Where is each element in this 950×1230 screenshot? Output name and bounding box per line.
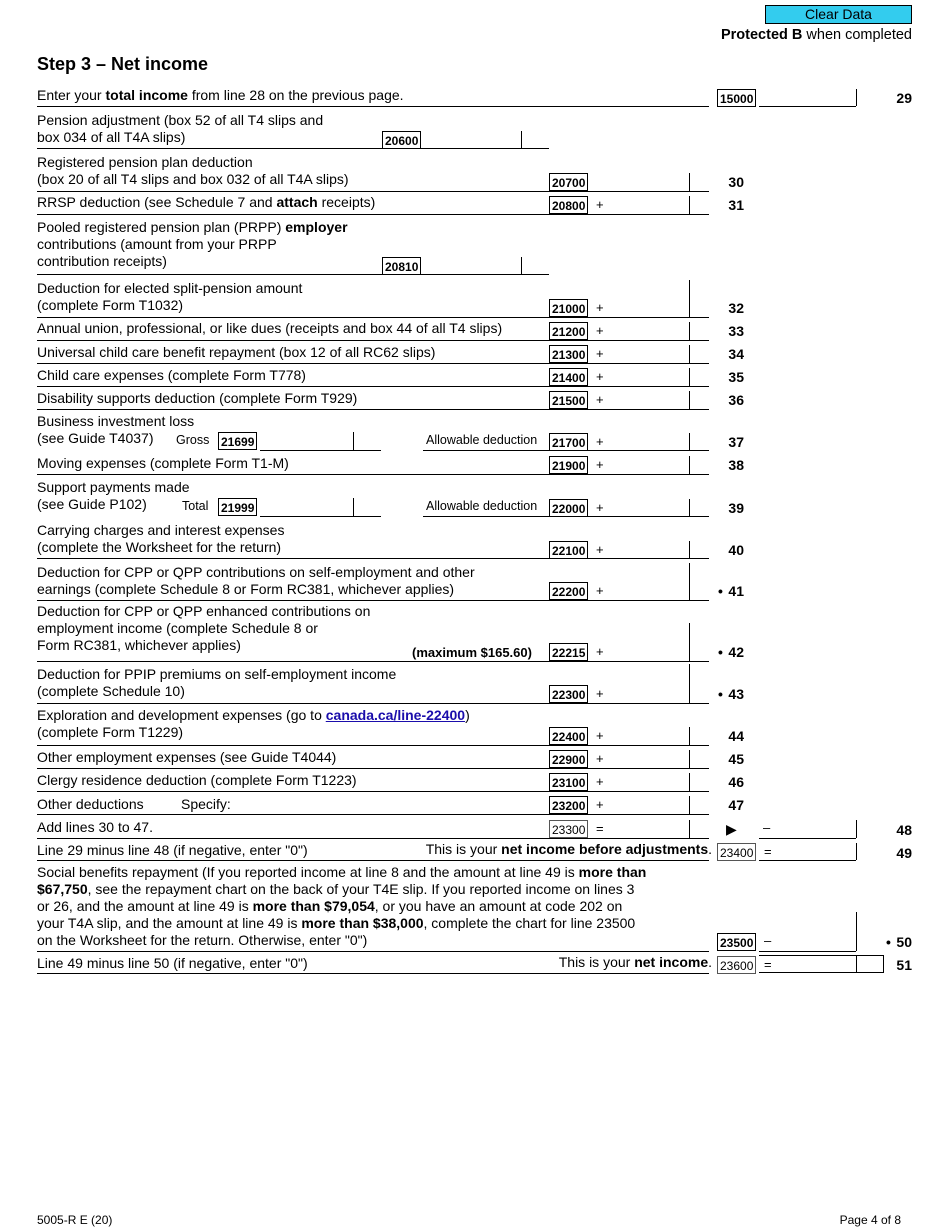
protected-b-label: Protected B	[720, 27, 803, 43]
line38-label: Moving expenses (complete Form T1-M)	[37, 455, 289, 471]
line33-number: 33	[728, 323, 744, 339]
pension-adjustment-field[interactable]	[521, 131, 522, 148]
rule	[37, 191, 709, 192]
arrow-right-icon: ▶	[726, 821, 737, 837]
line29-field[interactable]	[856, 89, 857, 106]
line30-code: 20700	[549, 173, 588, 191]
rule	[37, 148, 549, 149]
line41-number: 41	[728, 583, 744, 599]
line31-label	[37, 194, 375, 211]
line51-mid-pre: This is your	[558, 954, 635, 970]
line33-label: Annual union, professional, or like dues (receipts and box 44 of all T4 slips)	[37, 320, 503, 336]
line35-code: 21400	[549, 368, 588, 386]
line38-number: 38	[728, 457, 744, 473]
line40-field[interactable]	[689, 541, 690, 558]
line40-label-2: (complete the Worksheet for the return)	[37, 539, 282, 555]
rule	[37, 409, 709, 410]
line38-code: 21900	[549, 456, 588, 474]
line39-allowable-label: Allowable deduction	[426, 499, 538, 513]
line50-text-1	[37, 864, 646, 881]
line39-operator: +	[596, 500, 604, 515]
line30-label-1: Registered pension plan deduction	[37, 154, 253, 170]
line43-field[interactable]	[689, 664, 690, 703]
line35-number: 35	[728, 369, 744, 385]
line43-operator: +	[596, 686, 604, 701]
line51-number: 51	[896, 957, 912, 973]
line41-label-2: earnings (complete Schedule 8 or Form RC381, whichever applies)	[37, 581, 455, 597]
line50-field-underline	[759, 951, 856, 952]
rule	[37, 661, 709, 662]
line34-operator: +	[596, 346, 604, 361]
line49-field-underline	[759, 860, 856, 861]
rule	[37, 474, 709, 475]
line42-code: 22215	[549, 643, 588, 661]
line51-field[interactable]	[759, 955, 884, 973]
clear-data-button[interactable]: Clear Data	[765, 5, 912, 24]
line39-total-label: Total	[182, 499, 209, 513]
line39-label-2: (see Guide P102)	[37, 496, 147, 512]
line29-pre: Enter your	[37, 87, 106, 103]
line51-label: Line 49 minus line 50 (if negative, enter "0")	[37, 955, 308, 971]
line50-code: 23500	[717, 933, 756, 951]
rule	[37, 600, 709, 601]
line36-number: 36	[728, 392, 744, 408]
prpp-field[interactable]	[521, 257, 522, 274]
line29-field-underline	[759, 106, 856, 107]
line51-mid-post: .	[708, 954, 712, 970]
line49-number: 49	[896, 845, 912, 861]
line49-mid-pre: This is your	[425, 841, 502, 857]
line46-code: 23100	[549, 773, 588, 791]
line48-minus: –	[763, 820, 771, 835]
line37-allowable-label: Allowable deduction	[426, 433, 538, 447]
line46-number: 46	[728, 774, 744, 790]
page-number: Page 4 of 8	[839, 1213, 901, 1227]
line29-number: 29	[896, 90, 912, 106]
line50-p2b: , see the repayment chart on the back of your T4E slip. If you reported income on lines 3	[87, 881, 635, 897]
line30-field[interactable]	[689, 173, 690, 191]
rule	[37, 340, 709, 341]
line31-field[interactable]	[689, 196, 690, 214]
rule	[37, 363, 709, 364]
line50-p3a: or 26, and the amount at line 49 is	[37, 898, 253, 914]
line43-label-1: Deduction for PPIP premiums on self-employment income	[37, 666, 397, 682]
line38-field[interactable]	[689, 456, 690, 474]
line40-label-1: Carrying charges and interest expenses	[37, 522, 285, 538]
line50-number: 50	[896, 934, 912, 950]
line50-p1b: more than	[578, 864, 647, 880]
line44-post: )	[465, 707, 470, 723]
line48-operator: =	[596, 821, 604, 836]
line42-label-1: Deduction for CPP or QPP enhanced contributions on	[37, 603, 371, 619]
line35-operator: +	[596, 369, 604, 384]
line40-code: 22100	[549, 541, 588, 559]
line41-code: 22200	[549, 582, 588, 600]
rule	[37, 214, 709, 215]
line51-mid-bold: net income	[634, 954, 709, 970]
line36-code: 21500	[549, 391, 588, 409]
line48-subtotal	[689, 820, 690, 838]
line29-code: 15000	[717, 89, 756, 107]
line37-operator: +	[596, 434, 604, 449]
line47-label: Other deductions	[37, 796, 144, 812]
rule	[37, 317, 709, 318]
line45-label: Other employment expenses (see Guide T4044)	[37, 749, 337, 765]
line36-operator: +	[596, 392, 604, 407]
rule	[37, 791, 709, 792]
line44-number: 44	[728, 728, 744, 744]
line37-code: 21700	[549, 433, 588, 451]
line41-operator: +	[596, 583, 604, 598]
line32-label-1: Deduction for elected split-pension amount	[37, 280, 303, 296]
line49-mid-bold: net income before adjustments	[501, 841, 709, 857]
canada-ca-line-22400-link[interactable]: canada.ca/line-22400	[325, 707, 466, 723]
rule	[37, 973, 709, 974]
line44-label-2: (complete Form T1229)	[37, 724, 184, 740]
line42-number: 42	[728, 644, 744, 660]
line41-label-1: Deduction for CPP or QPP contributions on self-employment and other	[37, 564, 475, 580]
line42-label-3: Form RC381, whichever applies)	[37, 637, 241, 653]
line50-p3c: , or you have an amount at code 202 on	[374, 898, 623, 914]
line50-p1a: Social benefits repayment (If you reported income at line 8 and the amount at line 49 is	[37, 864, 579, 880]
line39-total-field[interactable]	[353, 498, 354, 516]
line42-operator: +	[596, 644, 604, 659]
line50-p4b: more than $38,000	[301, 915, 424, 931]
rule	[37, 703, 709, 704]
line50-text-5: on the Worksheet for the return. Otherwise, enter "0")	[37, 932, 368, 948]
line31-pre: RRSP deduction (see Schedule 7 and	[37, 194, 277, 210]
prpp-code: 20810	[382, 257, 421, 275]
line32-operator: +	[596, 300, 604, 315]
line50-p2a: $67,750	[37, 881, 88, 897]
line43-code: 22300	[549, 685, 588, 703]
line45-field[interactable]	[689, 750, 690, 768]
rule	[37, 745, 709, 746]
rule	[37, 814, 709, 815]
line50-p3b: more than $79,054	[252, 898, 375, 914]
line42-label-2: employment income (complete Schedule 8 or	[37, 620, 318, 636]
line51-code: 23600	[717, 956, 756, 974]
line36-field[interactable]	[689, 391, 690, 409]
line34-number: 34	[728, 346, 744, 362]
line41-field[interactable]	[689, 563, 690, 600]
line44-label-1	[37, 707, 470, 724]
rule	[37, 386, 709, 387]
line50-operator: –	[764, 933, 772, 948]
line37-gross-label: Gross	[176, 433, 210, 447]
line50-bullet: •	[886, 934, 891, 950]
line31-post: receipts)	[317, 194, 376, 210]
prpp-label-1	[37, 219, 348, 236]
rule	[37, 274, 549, 275]
line49-operator: =	[764, 844, 772, 859]
line39-field[interactable]	[689, 499, 690, 516]
line44-pre: Exploration and development expenses (go to	[37, 707, 326, 723]
line36-label: Disability supports deduction (complete Form T929)	[37, 390, 358, 406]
line50-field[interactable]	[856, 912, 857, 951]
line33-code: 21200	[549, 322, 588, 340]
line46-label: Clergy residence deduction (complete Form T1223)	[37, 772, 357, 788]
line44-code: 22400	[549, 727, 588, 745]
line32-code: 21000	[549, 299, 588, 317]
line50-p4c: , complete the chart for line 23500	[423, 915, 636, 931]
rule	[37, 106, 709, 107]
line47-number: 47	[728, 797, 744, 813]
pension-adjustment-label-2: box 034 of all T4A slips)	[37, 129, 186, 145]
line48-field-underline	[759, 838, 856, 839]
line44-field[interactable]	[689, 727, 690, 745]
line29-label	[37, 87, 404, 104]
line48-code: 23300	[549, 820, 588, 838]
page-title: Step 3 – Net income	[37, 54, 209, 74]
line50-p4a: your T4A slip, and the amount at line 49 is	[37, 915, 302, 931]
line42-maximum: (maximum $165.60)	[412, 645, 532, 660]
line49-label: Line 29 minus line 48 (if negative, enter "0")	[37, 842, 308, 858]
line45-number: 45	[728, 751, 744, 767]
form-id: 5005-R E (20)	[37, 1213, 113, 1227]
line51-operator: =	[764, 957, 772, 972]
line51-field-divider	[856, 955, 857, 973]
prpp-label-1-bold: employer	[285, 219, 348, 235]
line40-operator: +	[596, 542, 604, 557]
line48-number: 48	[896, 822, 912, 838]
line40-number: 40	[728, 542, 744, 558]
rule	[37, 838, 709, 839]
line43-number: 43	[728, 686, 744, 702]
line35-label: Child care expenses (complete Form T778)	[37, 367, 306, 383]
line34-code: 21300	[549, 345, 588, 363]
line45-operator: +	[596, 751, 604, 766]
line50-text-2	[37, 881, 634, 898]
protected-when-completed: when completed	[802, 27, 912, 43]
line37-gross-code: 21699	[218, 432, 257, 450]
line31-number: 31	[728, 197, 744, 213]
line37-label-1: Business investment loss	[37, 413, 195, 429]
line31-bold: attach	[276, 194, 318, 210]
line39-code: 22000	[549, 499, 588, 517]
line32-label-2: (complete Form T1032)	[37, 297, 184, 313]
line51-result-text	[559, 954, 712, 971]
line50-text-3	[37, 898, 622, 915]
line50-text-4	[37, 915, 635, 932]
line33-operator: +	[596, 323, 604, 338]
line35-field[interactable]	[689, 368, 690, 386]
line37-field[interactable]	[689, 433, 690, 450]
prpp-label-2: contributions (amount from your PRPP	[37, 236, 277, 252]
line44-operator: +	[596, 728, 604, 743]
line43-label-2: (complete Schedule 10)	[37, 683, 185, 699]
pension-adjustment-label-1: Pension adjustment (box 52 of all T4 slips and	[37, 112, 324, 128]
prpp-label-3: contribution receipts)	[37, 253, 167, 269]
rule	[37, 558, 709, 559]
line34-field[interactable]	[689, 345, 690, 363]
protected-b-notice	[721, 27, 912, 44]
line29-post: from line 28 on the previous page.	[187, 87, 404, 103]
line29-bold: total income	[105, 87, 188, 103]
line46-field[interactable]	[689, 773, 690, 791]
line47-code: 23200	[549, 796, 588, 814]
line46-operator: +	[596, 774, 604, 789]
line37-gross-field[interactable]	[353, 432, 354, 450]
line37-number: 37	[728, 434, 744, 450]
rule	[37, 768, 709, 769]
line30-label-2: (box 20 of all T4 slips and box 032 of all T4A slips)	[37, 171, 349, 187]
line48-field[interactable]	[856, 820, 857, 838]
line41-bullet: •	[718, 583, 723, 599]
pension-adjustment-code: 20600	[382, 131, 421, 149]
line49-field[interactable]	[856, 843, 857, 860]
line47-specify-label: Specify:	[181, 796, 231, 812]
line47-operator: +	[596, 797, 604, 812]
line31-operator: +	[596, 197, 604, 212]
line30-number: 30	[728, 174, 744, 190]
line49-mid-post: .	[708, 841, 712, 857]
line39-total-code: 21999	[218, 498, 257, 516]
line33-field[interactable]	[689, 322, 690, 340]
line38-operator: +	[596, 457, 604, 472]
line49-code: 23400	[717, 843, 756, 861]
line42-bullet: •	[718, 644, 723, 660]
line45-code: 22900	[549, 750, 588, 768]
line39-number: 39	[728, 500, 744, 516]
prpp-label-1-pre: Pooled registered pension plan (PRPP)	[37, 219, 286, 235]
line48-label: Add lines 30 to 47.	[37, 819, 153, 835]
line39-total-underline	[260, 516, 381, 517]
line47-field[interactable]	[689, 796, 690, 814]
line37-label-2: (see Guide T4037)	[37, 430, 154, 446]
line32-number: 32	[728, 300, 744, 316]
rule	[37, 951, 709, 952]
line34-label: Universal child care benefit repayment (box 12 of all RC62 slips)	[37, 344, 436, 360]
line31-code: 20800	[549, 196, 588, 214]
line32-field[interactable]	[689, 280, 690, 317]
line39-label-1: Support payments made	[37, 479, 190, 495]
line49-result-text	[426, 841, 712, 858]
line43-bullet: •	[718, 686, 723, 702]
line37-gross-underline	[260, 450, 381, 451]
line42-field[interactable]	[689, 623, 690, 661]
rule	[37, 860, 709, 861]
